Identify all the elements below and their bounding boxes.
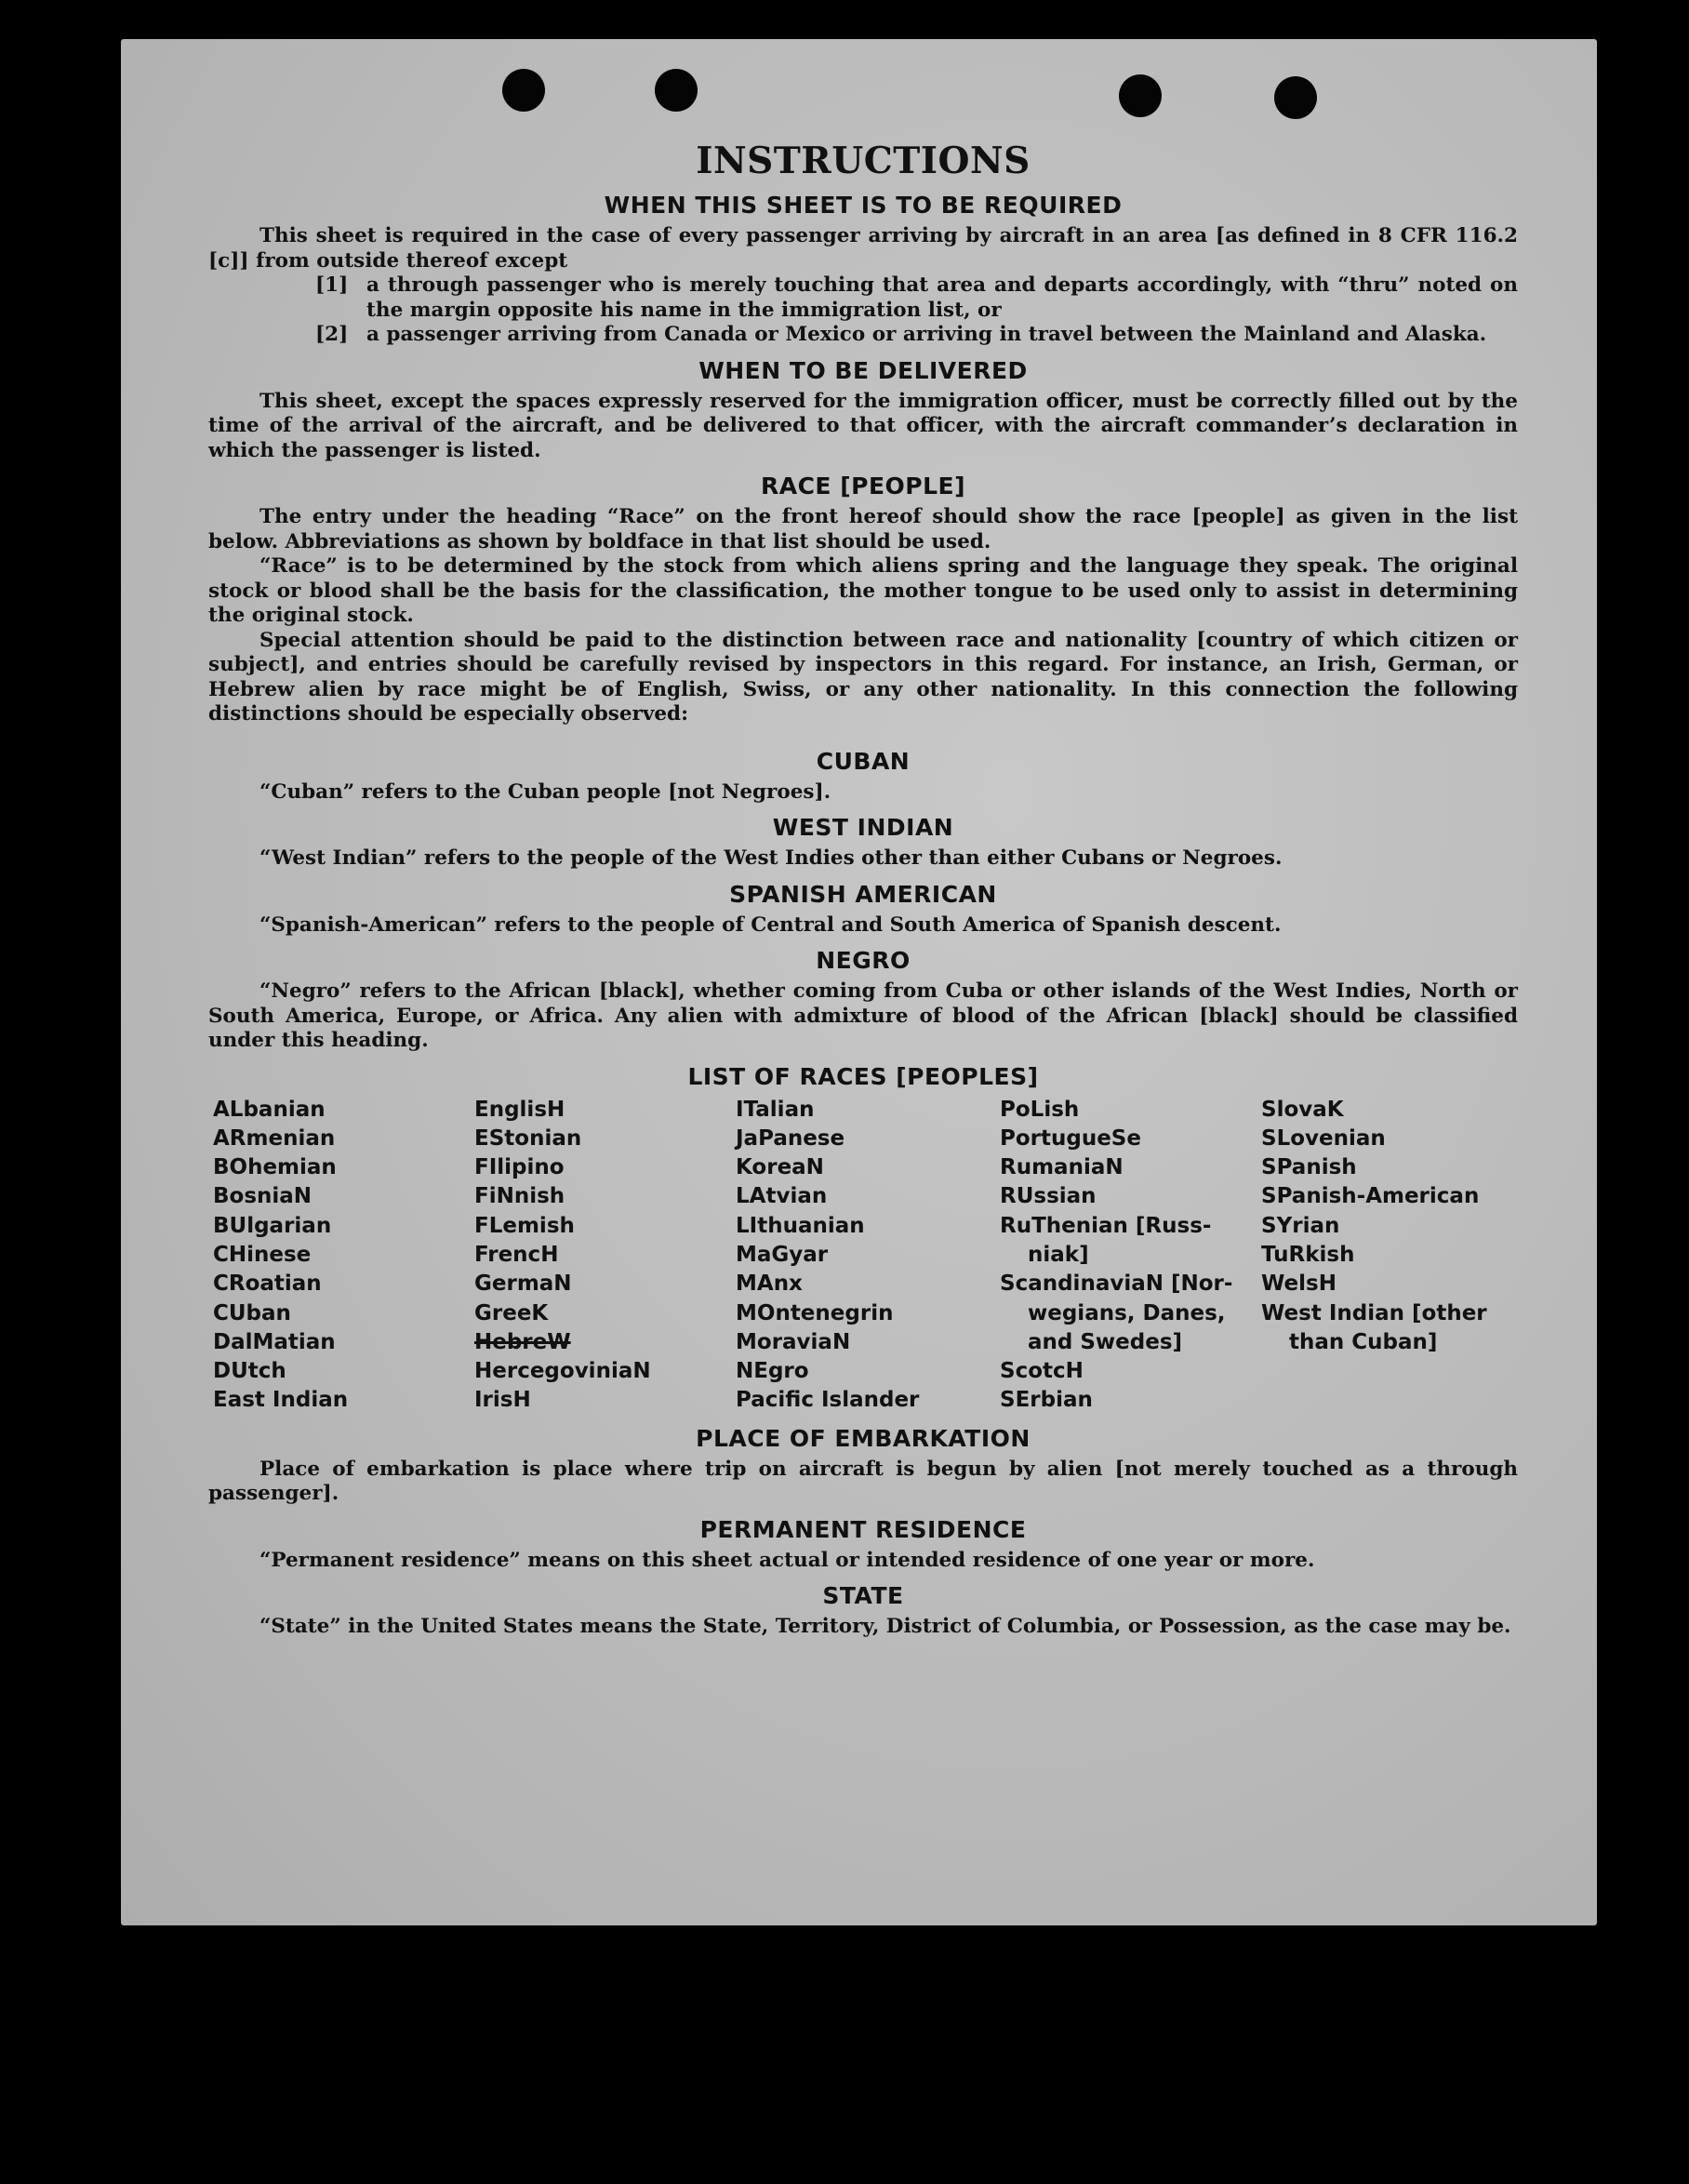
section-heading-west-indian: WEST INDIAN: [772, 814, 954, 841]
punch-hole: [502, 69, 545, 112]
race-entry: SlovaK: [1261, 1097, 1344, 1122]
race-paragraph-1: The entry under the heading “Race” on the front hereof should show the race [people] as given in the list below. Abbreviations as shown by boldface in that list should be used.: [208, 505, 1518, 553]
race-entry: ScandinaviaN [Nor-: [1000, 1272, 1233, 1297]
race-entry: ScotcH: [1000, 1359, 1084, 1384]
punch-hole: [655, 69, 698, 112]
section-heading-required: WHEN THIS SHEET IS TO BE REQUIRED: [604, 192, 1123, 219]
race-entry: ALbanian: [213, 1097, 326, 1122]
race-entry: KoreaN: [736, 1155, 824, 1180]
item-text: a passenger arriving from Canada or Mexico or arriving in travel between the Mainland and Alaska.: [366, 323, 1487, 346]
race-paragraph-3: Special attention should be paid to the distinction between race and nationality [country of which citizen or subject], and entries should be carefully revised by inspectors in this regard. For instance, an Irish, German, or Hebrew alien by race might be of English, Swiss, or any other nationality. In this connection the following distinctions should be especially observed:: [208, 628, 1518, 726]
race-entry: ITalian: [736, 1097, 815, 1122]
race-entry: FiNnish: [474, 1184, 565, 1209]
race-entry: CRoatian: [213, 1272, 322, 1297]
race-entry: West Indian [other: [1261, 1300, 1487, 1325]
race-entry: SPanish-American: [1261, 1184, 1480, 1209]
race-entry: MaGyar: [736, 1242, 829, 1267]
races-list: [213, 1096, 1518, 1416]
document-sheet: [121, 39, 1597, 1925]
race-entry: TuRkish: [1261, 1242, 1355, 1267]
race-entry: RuThenian [Russ-: [1000, 1213, 1212, 1238]
required-intro: This sheet is required in the case of every passenger arriving by aircraft in an area [as defined in 8 CFR 116.2 [c]] from outside thereof except: [208, 224, 1518, 273]
race-entry: LIthuanian: [736, 1213, 865, 1238]
item-number: [2]: [315, 323, 349, 346]
races-column: [213, 1096, 474, 1416]
race-entry: FLemish: [474, 1213, 575, 1238]
item-number: [1]: [315, 273, 349, 297]
spanish-american-text: “Spanish-American” refers to the people of Central and South America of Spanish descent.: [259, 912, 1282, 937]
item-text: a through passenger who is merely touching that area and departs accordingly, with “thru” noted on the margin opposite his name in the immigration list, or: [366, 273, 1518, 322]
race-paragraph-2: “Race” is to be determined by the stock from which aliens spring and the language they speak. The original stock or blood shall be the basis for the classification, the mother tongue to be used only to assist in determining the original stock.: [208, 554, 1518, 627]
race-entry: EStonian: [474, 1125, 582, 1151]
race-entry-continuation: wegians, Danes,: [1028, 1300, 1226, 1325]
section-heading-embarkation: PLACE OF EMBARKATION: [696, 1424, 1031, 1452]
races-column: [474, 1096, 736, 1416]
delivered-text: This sheet, except the spaces expressly reserved for the immigration officer, must be correctly filled out by the time of the arrival of the aircraft, and be delivered to that officer, with the aircraft commander’s declaration in which the passenger is listed.: [208, 389, 1518, 462]
race-entry: DUtch: [213, 1359, 286, 1384]
race-entry: FIlipino: [474, 1155, 565, 1180]
section-heading-delivered: WHEN TO BE DELIVERED: [698, 356, 1028, 384]
race-entry: MoraviaN: [736, 1329, 851, 1354]
race-entry: RUssian: [1000, 1184, 1097, 1209]
race-entry: SErbian: [1000, 1388, 1093, 1413]
race-entry-continuation: than Cuban]: [1289, 1329, 1438, 1354]
races-column: [1000, 1096, 1261, 1416]
section-heading-negro: NEGRO: [816, 947, 911, 974]
race-entry: BosniaN: [213, 1184, 313, 1209]
race-entry-continuation: niak]: [1028, 1242, 1089, 1267]
section-heading-residence: PERMANENT RESIDENCE: [699, 1515, 1027, 1543]
race-entry: BOhemian: [213, 1155, 337, 1180]
race-entry-continuation: and Swedes]: [1028, 1329, 1183, 1354]
race-entry: CHinese: [213, 1242, 312, 1267]
race-entry: BUlgarian: [213, 1213, 332, 1238]
punch-hole: [1119, 74, 1162, 117]
race-entry: SLovenian: [1261, 1125, 1386, 1151]
race-entry: EnglisH: [474, 1097, 565, 1122]
race-entry: SPanish: [1261, 1155, 1357, 1180]
race-entry: MOntenegrin: [736, 1300, 894, 1325]
race-entry: IrisH: [474, 1388, 531, 1413]
race-entry: JaPanese: [736, 1125, 845, 1151]
race-entry: FrencH: [474, 1242, 559, 1267]
exception-item: [315, 323, 1518, 348]
section-heading-list-of-races: LIST OF RACES [PEOPLES]: [687, 1062, 1039, 1090]
page-title: INSTRUCTIONS: [696, 140, 1031, 182]
section-heading-state: STATE: [822, 1582, 904, 1610]
negro-text: “Negro” refers to the African [black], whether coming from Cuba or other islands of the West Indies, North or South America, Europe, or Africa. Any alien with admixture of blood of the African [black] should be classified under this heading.: [208, 979, 1518, 1052]
cuban-text: “Cuban” refers to the Cuban people [not Negroes].: [259, 779, 831, 804]
race-entry: DalMatian: [213, 1329, 336, 1354]
race-entry: PortugueSe: [1000, 1125, 1141, 1151]
race-entry: PoLish: [1000, 1097, 1080, 1122]
race-entry: RumaniaN: [1000, 1155, 1124, 1180]
race-entry: GermaN: [474, 1272, 572, 1297]
race-entry: ARmenian: [213, 1125, 336, 1151]
section-heading-spanish-american: SPANISH AMERICAN: [729, 880, 997, 908]
state-text: “State” in the United States means the State, Territory, District of Columbia, or Possession, as the case may be.: [259, 1615, 1511, 1639]
punch-hole: [1274, 76, 1317, 119]
exception-item: [315, 273, 1518, 323]
race-entry: MAnx: [736, 1272, 803, 1297]
race-entry: GreeK: [474, 1300, 549, 1325]
embarkation-text: Place of embarkation is place where trip on aircraft is begun by alien [not merely touched as a through passenger].: [208, 1457, 1518, 1506]
race-entry: Pacific Islander: [736, 1388, 920, 1413]
race-entry: HercegoviniaN: [474, 1359, 651, 1384]
residence-text: “Permanent residence” means on this sheet actual or intended residence of one year or more.: [259, 1548, 1315, 1572]
west-indian-text: “West Indian” refers to the people of the West Indies other than either Cubans or Negroes.: [259, 846, 1283, 870]
race-entry-struck: HebreW: [474, 1329, 571, 1354]
race-entry: WelsH: [1261, 1272, 1337, 1297]
section-heading-race: RACE [PEOPLE]: [760, 473, 966, 499]
race-entry: NEgro: [736, 1359, 809, 1384]
race-entry: SYrian: [1261, 1213, 1340, 1238]
race-entry: East Indian: [213, 1388, 349, 1413]
document-content: [208, 140, 1518, 1640]
races-column: [736, 1096, 1000, 1416]
race-entry: CUban: [213, 1300, 291, 1325]
race-entry: LAtvian: [736, 1184, 828, 1209]
section-heading-cuban: CUBAN: [816, 747, 911, 775]
races-column: [1261, 1096, 1523, 1416]
